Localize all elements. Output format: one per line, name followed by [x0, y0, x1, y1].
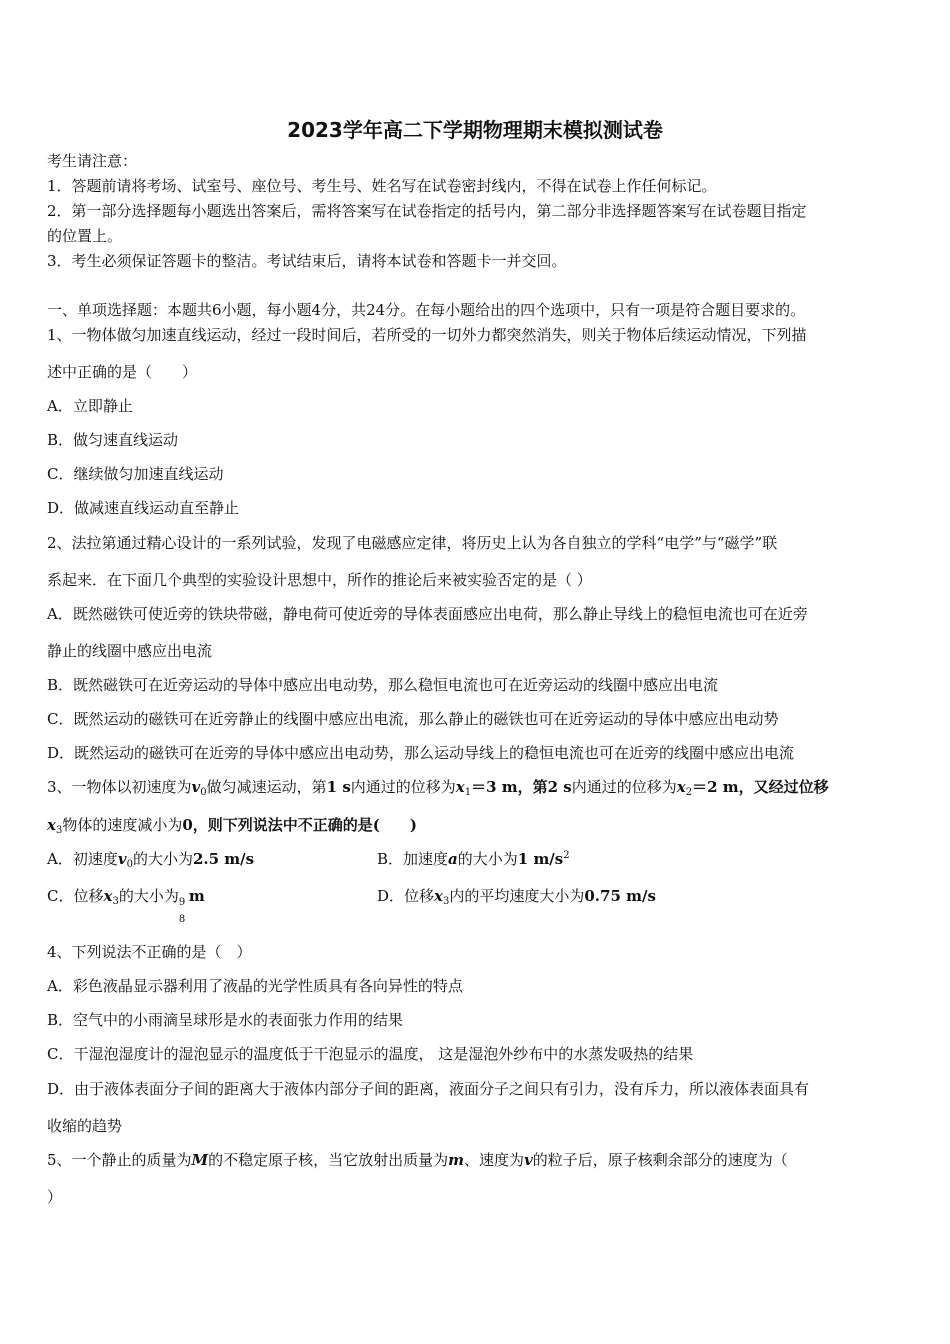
- notice-item-3: 3．考生必须保证答题卡的整洁。考试结束后，请将本试卷和答题卡一并交回。: [47, 252, 567, 270]
- q1-option-c: C．继续做匀加速直线运动: [47, 465, 224, 483]
- q2-option-a-cont: 静止的线圈中感应出电流: [47, 642, 213, 660]
- q1-stem-line2: 述中正确的是（ ）: [47, 363, 198, 381]
- notice-item-1: 1．答题前请将考场、试室号、座位号、考生号、姓名写在试卷密封线内，不得在试卷上作任何标记。: [47, 177, 717, 195]
- q2-option-d: D．既然运动的磁铁可在近旁的导体中感应出电动势，那么运动导线上的稳恒电流也可在近旁的线圈中感应出电流: [47, 744, 795, 762]
- q2-option-a: A．既然磁铁可使近旁的铁块带磁，静电荷可使近旁的导体表面感应出电荷，那么静止导线上的稳恒电流也可在近旁: [47, 605, 808, 623]
- q1-option-d: D．做减速直线运动直至静止: [47, 499, 240, 517]
- q2-stem-line2: 系起来．在下面几个典型的实验设计思想中，所作的推论后来被实验否定的是（ ）: [47, 571, 592, 589]
- q2-option-c: C．既然运动的磁铁可在近旁静止的线圈中感应出电流，那么静止的磁铁也可在近旁运动的导体中感应出电动势: [47, 710, 779, 728]
- q4-option-a: A．彩色液晶显示器利用了液晶的光学性质具有各向异性的特点: [47, 977, 463, 995]
- q3-option-d: D．位移$x_3$内的平均速度大小为0.75 m/s: [377, 887, 656, 907]
- q1-stem-line1: 1、一物体做匀加速直线运动，经过一段时间后，若所受的一切外力都突然消失，则关于物体后续运动情况，下列描: [47, 326, 807, 344]
- q3-option-a: A．初速度$v_0$的大小为2.5 m/s: [47, 850, 255, 870]
- q4-stem: 4、下列说法不正确的是（ ）: [47, 943, 252, 961]
- q3-stem-line1: 3、一物体以初速度为$v_0$做匀减速运动，第1 s内通过的位移为$x_1=3$ m，第2 s内通过的位移为$x_2=2$ m，又经过位移: [47, 778, 829, 798]
- notice-item-2-cont: 的位置上。: [47, 227, 123, 245]
- q2-option-b: B．既然磁铁可在近旁运动的导体中感应出电动势，那么稳恒电流也可在近旁运动的线圈中感应出电流: [47, 676, 719, 694]
- q1-option-a: A．立即静止: [47, 397, 133, 415]
- q4-option-c: C．干湿泡湿度计的湿泡显示的温度低于干泡显示的温度， 这是湿泡外纱布中的水蒸发吸热的结果: [47, 1045, 694, 1063]
- notice-heading: 考生请注意：: [47, 152, 138, 170]
- q3-option-b: B．加速度a的大小为1 $m/s^2$: [377, 850, 570, 868]
- q1-option-b: B．做匀速直线运动: [47, 431, 179, 449]
- q4-option-d-cont: 收缩的趋势: [47, 1117, 123, 1135]
- q2-stem-line1: 2、法拉第通过精心设计的一系列试验，发现了电磁感应定律，将历史上认为各自独立的学科“电学”与“磁学”联: [47, 534, 778, 552]
- q3-option-c: C．位移$x_3$的大小为 9 8 m: [47, 887, 205, 925]
- q4-option-d: D．由于液体表面分子间的距离大于液体内部分子间的距离，液面分子之间只有引力，没有斥力，所以液体表面具有: [47, 1080, 810, 1098]
- q4-option-b: B．空气中的小雨滴呈球形是水的表面张力作用的结果: [47, 1011, 404, 1029]
- q5-stem-line1: 5、一个静止的质量为M的不稳定原子核，当它放射出质量为m、速度为v的粒子后，原子核剩余部分的速度为（: [47, 1151, 788, 1169]
- section-heading: 一、单项选择题：本题共6小题，每小题4分，共24分。在每小题给出的四个选项中，只有一项是符合题目要求的。: [47, 301, 806, 319]
- page-title: 2023学年高二下学期物理期末模拟测试卷: [287, 118, 663, 142]
- q3-stem-line2: $x_3$物体的速度减小为0，则下列说法中不正确的是( ): [47, 816, 417, 836]
- notice-item-2: 2．第一部分选择题每小题选出答案后，需将答案写在试卷指定的括号内，第二部分非选择题答案写在试卷题目指定: [47, 202, 807, 220]
- q5-stem-line2: ）: [47, 1188, 63, 1206]
